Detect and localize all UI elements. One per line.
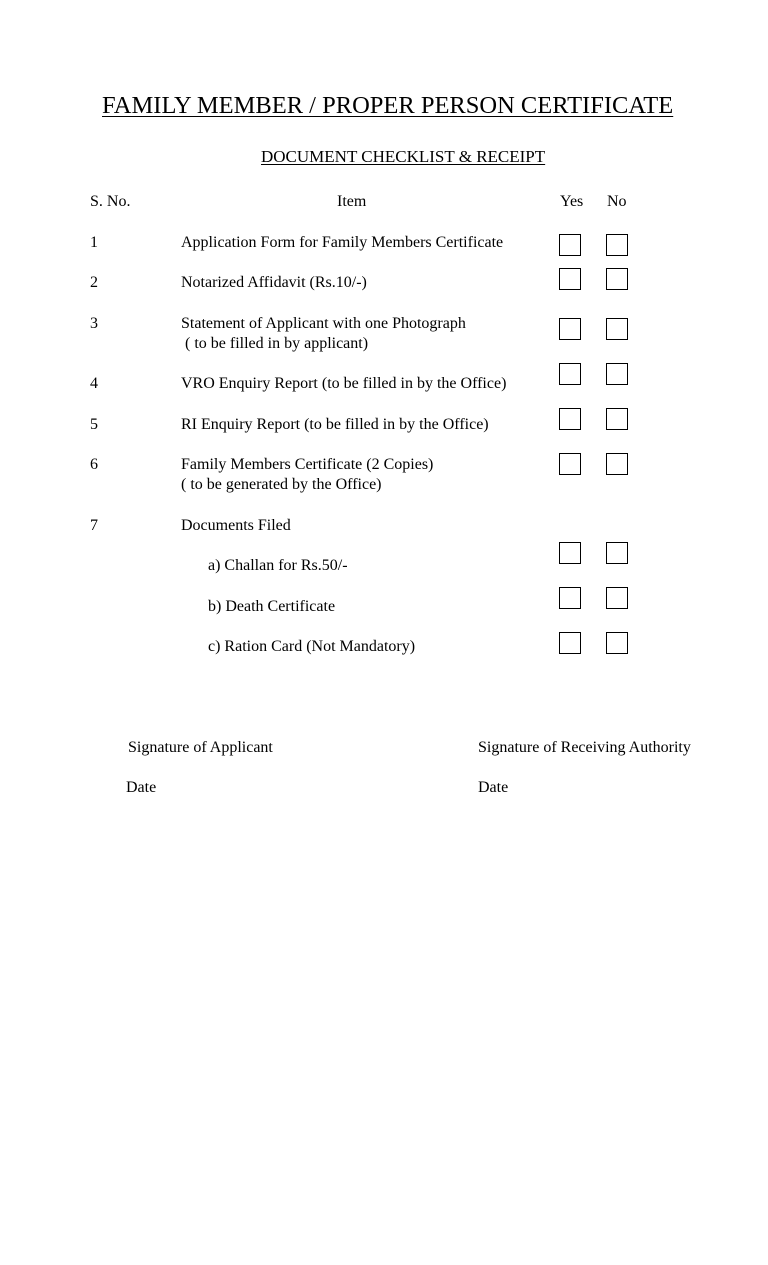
header-sno: S. No. <box>90 193 131 210</box>
row-6-no-checkbox[interactable] <box>606 453 628 475</box>
authority-signature-label: Signature of Receiving Authority <box>478 739 691 756</box>
row-1-yes-checkbox[interactable] <box>559 234 581 256</box>
row-5-yes-checkbox[interactable] <box>559 408 581 430</box>
header-yes: Yes <box>560 193 584 210</box>
row-2-no-checkbox[interactable] <box>606 268 628 290</box>
row-2-item: Notarized Affidavit (Rs.10/-) <box>181 274 367 291</box>
subitem-a-label: a) Challan for Rs.50/- <box>208 557 348 574</box>
subitem-c-label: c) Ration Card (Not Mandatory) <box>208 638 416 655</box>
row-6-item-note: ( to be generated by the Office) <box>181 476 382 493</box>
subitem-b-no-checkbox[interactable] <box>606 587 628 609</box>
row-2-sno: 2 <box>90 274 98 291</box>
document-title: FAMILY MEMBER / PROPER PERSON CERTIFICATE <box>102 92 674 119</box>
row-5-sno: 5 <box>90 416 98 433</box>
header-no: No <box>607 193 627 210</box>
header-item: Item <box>337 193 367 210</box>
subitem-c-no-checkbox[interactable] <box>606 632 628 654</box>
row-3-item: Statement of Applicant with one Photograph <box>181 315 466 332</box>
row-2-yes-checkbox[interactable] <box>559 268 581 290</box>
row-1-no-checkbox[interactable] <box>606 234 628 256</box>
row-5-no-checkbox[interactable] <box>606 408 628 430</box>
row-4-yes-checkbox[interactable] <box>559 363 581 385</box>
row-6-yes-checkbox[interactable] <box>559 453 581 475</box>
row-3-yes-checkbox[interactable] <box>559 318 581 340</box>
row-3-no-checkbox[interactable] <box>606 318 628 340</box>
row-4-sno: 4 <box>90 375 98 392</box>
row-4-no-checkbox[interactable] <box>606 363 628 385</box>
subitem-b-yes-checkbox[interactable] <box>559 587 581 609</box>
row-7-item: Documents Filed <box>181 517 291 534</box>
row-5-item: RI Enquiry Report (to be filled in by the Office) <box>181 416 489 433</box>
subitem-b-label: b) Death Certificate <box>208 598 336 615</box>
row-3-item-note: ( to be filled in by applicant) <box>181 335 369 352</box>
row-1-sno: 1 <box>90 234 98 251</box>
applicant-date-label: Date <box>126 779 157 796</box>
document-subtitle: DOCUMENT CHECKLIST & RECEIPT <box>261 147 546 166</box>
row-3-sno: 3 <box>90 315 98 332</box>
row-1-item: Application Form for Family Members Certificate <box>181 234 504 251</box>
subitem-a-yes-checkbox[interactable] <box>559 542 581 564</box>
subitem-a-no-checkbox[interactable] <box>606 542 628 564</box>
row-7-sno: 7 <box>90 517 98 534</box>
row-6-sno: 6 <box>90 456 98 473</box>
authority-date-label: Date <box>478 779 509 796</box>
applicant-signature-label: Signature of Applicant <box>128 739 273 756</box>
row-4-item: VRO Enquiry Report (to be filled in by the Office) <box>181 375 507 392</box>
row-6-item: Family Members Certificate (2 Copies) <box>181 456 434 473</box>
subitem-c-yes-checkbox[interactable] <box>559 632 581 654</box>
